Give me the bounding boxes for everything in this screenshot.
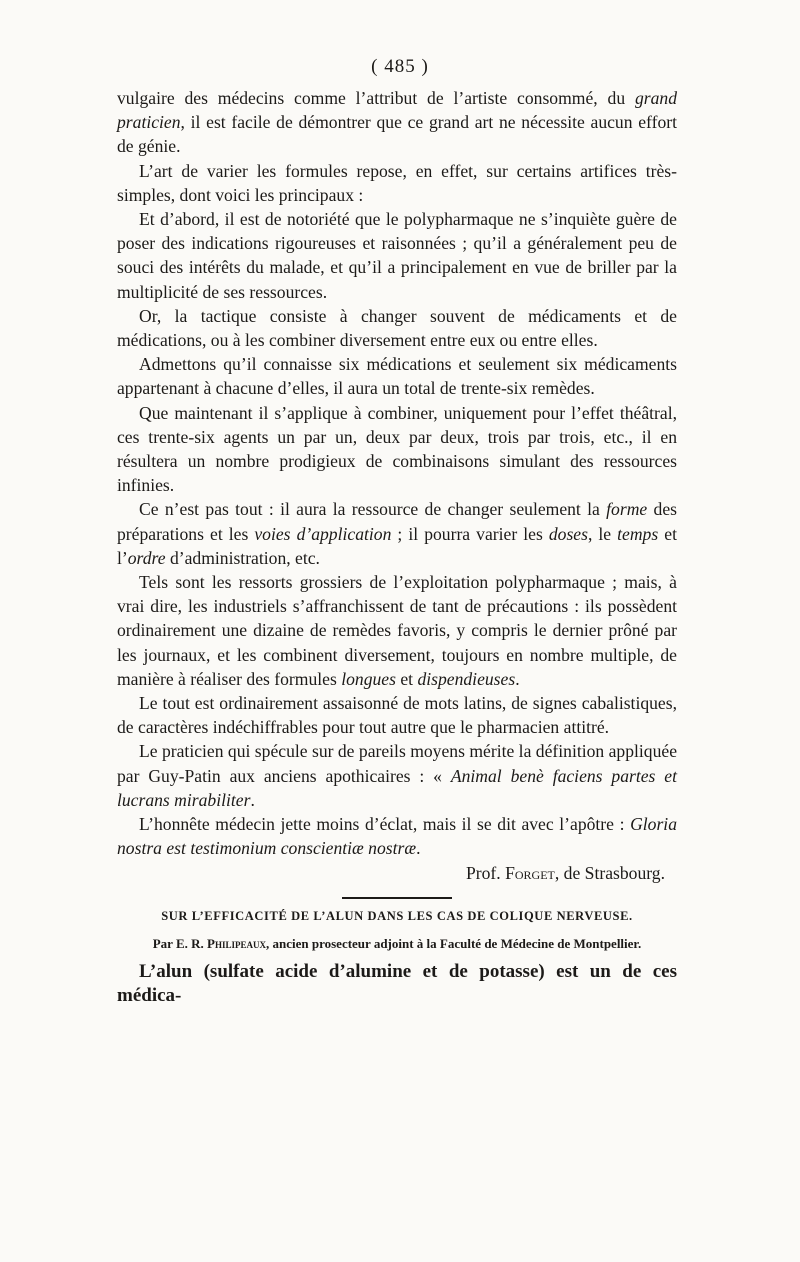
paragraph [117,570,677,691]
text-run: . [416,838,421,859]
text-run: , il est facile de démontrer que ce grand art ne nécessite aucun effort de génie. [117,112,677,157]
byline-rest: , ancien prosecteur adjoint à la Faculté de Médecine de Montpellier. [265,935,642,951]
italic-run: voies d’application [254,523,392,544]
italic-run: Gloria nostra est testimonium conscientiæ nostræ [117,814,677,859]
italic-run: temps [617,523,659,544]
signature-name: Forget [505,862,555,883]
italic-run: dispendieuses [417,668,516,689]
page-body [117,86,677,1008]
italic-run: longues [341,668,396,689]
text-run: et [395,668,418,689]
text-run: L’art de varier les formules repose, en effet, sur certains artifices très-simples, dont voici les principaux : [117,160,677,205]
byline-prefix: Par [152,935,176,951]
paragraph [117,304,677,352]
article-title: SUR L’EFFICACITÉ DE L’ALUN DANS LES CAS DE COLIQUE NERVEUSE. [161,908,633,923]
signature [117,861,677,885]
section-divider [342,897,452,899]
text-run: . [515,668,520,689]
text-run: . [250,789,255,810]
text-run: vulgaire des médecins comme l’attribut de l’artiste consommé, du [117,88,635,108]
paragraph [117,401,677,498]
page-number: ( 485 ) [371,56,429,77]
byline-author: E. R. Philipeaux [175,935,266,951]
text-run: Or, la tactique consiste à changer souvent de médicaments et de médications, ou à les combiner diversement entre eux ou entre elles. [117,305,677,351]
text-run: et l’ [117,523,677,568]
text-run: Tels sont les ressorts grossiers de l’exploitation polypharmaque ; mais, à vrai dire, les industriels s’affranchissent de tant de précautions : ils possèdent ordinairement une dizaine de remèdes favoris, y compris le dernier prôné par les journaux, et les combinent diversement, toujours en nombre multiple, de manière à réaliser des formules [117,572,677,689]
paragraph [117,812,677,860]
paragraph [117,159,677,207]
italic-run: ordre [127,547,166,568]
text-run: Le tout est ordinairement assaisonné de mots latins, de signes cabalistiques, de caractères indéchiffrables pour tout autre que le pharmacien attitré. [117,693,677,738]
text-run: des préparations et les [117,499,677,544]
text-run: L’honnête médecin jette moins d’éclat, mais il se dit avec l’apôtre : [139,814,631,835]
italic-run: grand praticien [117,88,677,133]
italic-run: doses [548,523,588,544]
signature-prefix: Prof. [465,862,506,883]
text-run: Et d’abord, il est de notoriété que le polypharmaque ne s’inquiète guère de poser des indications rigoureuses et raisonnées ; qu’il a généralement peu de souci des intérêts du malade, et qu’il a principalement en vue de briller par la multiplicité de ses ressources. [117,209,677,302]
text-run: Admettons qu’il connaisse six médications et seulement six médicaments appartenant à chacune d’elles, il aura un total de trente-six remèdes. [117,354,677,399]
paragraph-list [117,86,677,861]
text-run: Le praticien qui spécule sur de pareils moyens mérite la définition appliquée par Guy-Patin aux anciens apothicaires : « [117,741,677,786]
text-run: Que maintenant il s’applique à combiner, uniquement pour l’effet théâtral, ces trente-six agents un par un, deux par deux, trois par trois, etc., il en résultera un nombre prodigieux de combinaisons simulant des ressources infinies. [117,402,677,496]
italic-run: Animal benè faciens partes et lucrans mirabiliter [117,765,677,810]
text-run: , le [587,523,618,544]
signature-suffix: , de Strasbourg. [554,862,665,883]
paragraph [117,691,677,739]
text-run: ; il pourra varier les [391,523,549,544]
paragraph [117,86,677,159]
text-run: Ce n’est pas tout : il aura la ressource de changer seulement la [139,499,607,520]
paragraph [117,207,677,304]
paragraph [117,739,677,812]
italic-run: forme [606,499,648,520]
paragraph [117,497,677,570]
text-run: d’administration, etc. [165,547,320,568]
paragraph [117,352,677,400]
article-first-line: L’alun (sulfate acide d’alumine et de potasse) est un de ces médica- [117,960,677,1006]
article-byline [117,935,677,952]
